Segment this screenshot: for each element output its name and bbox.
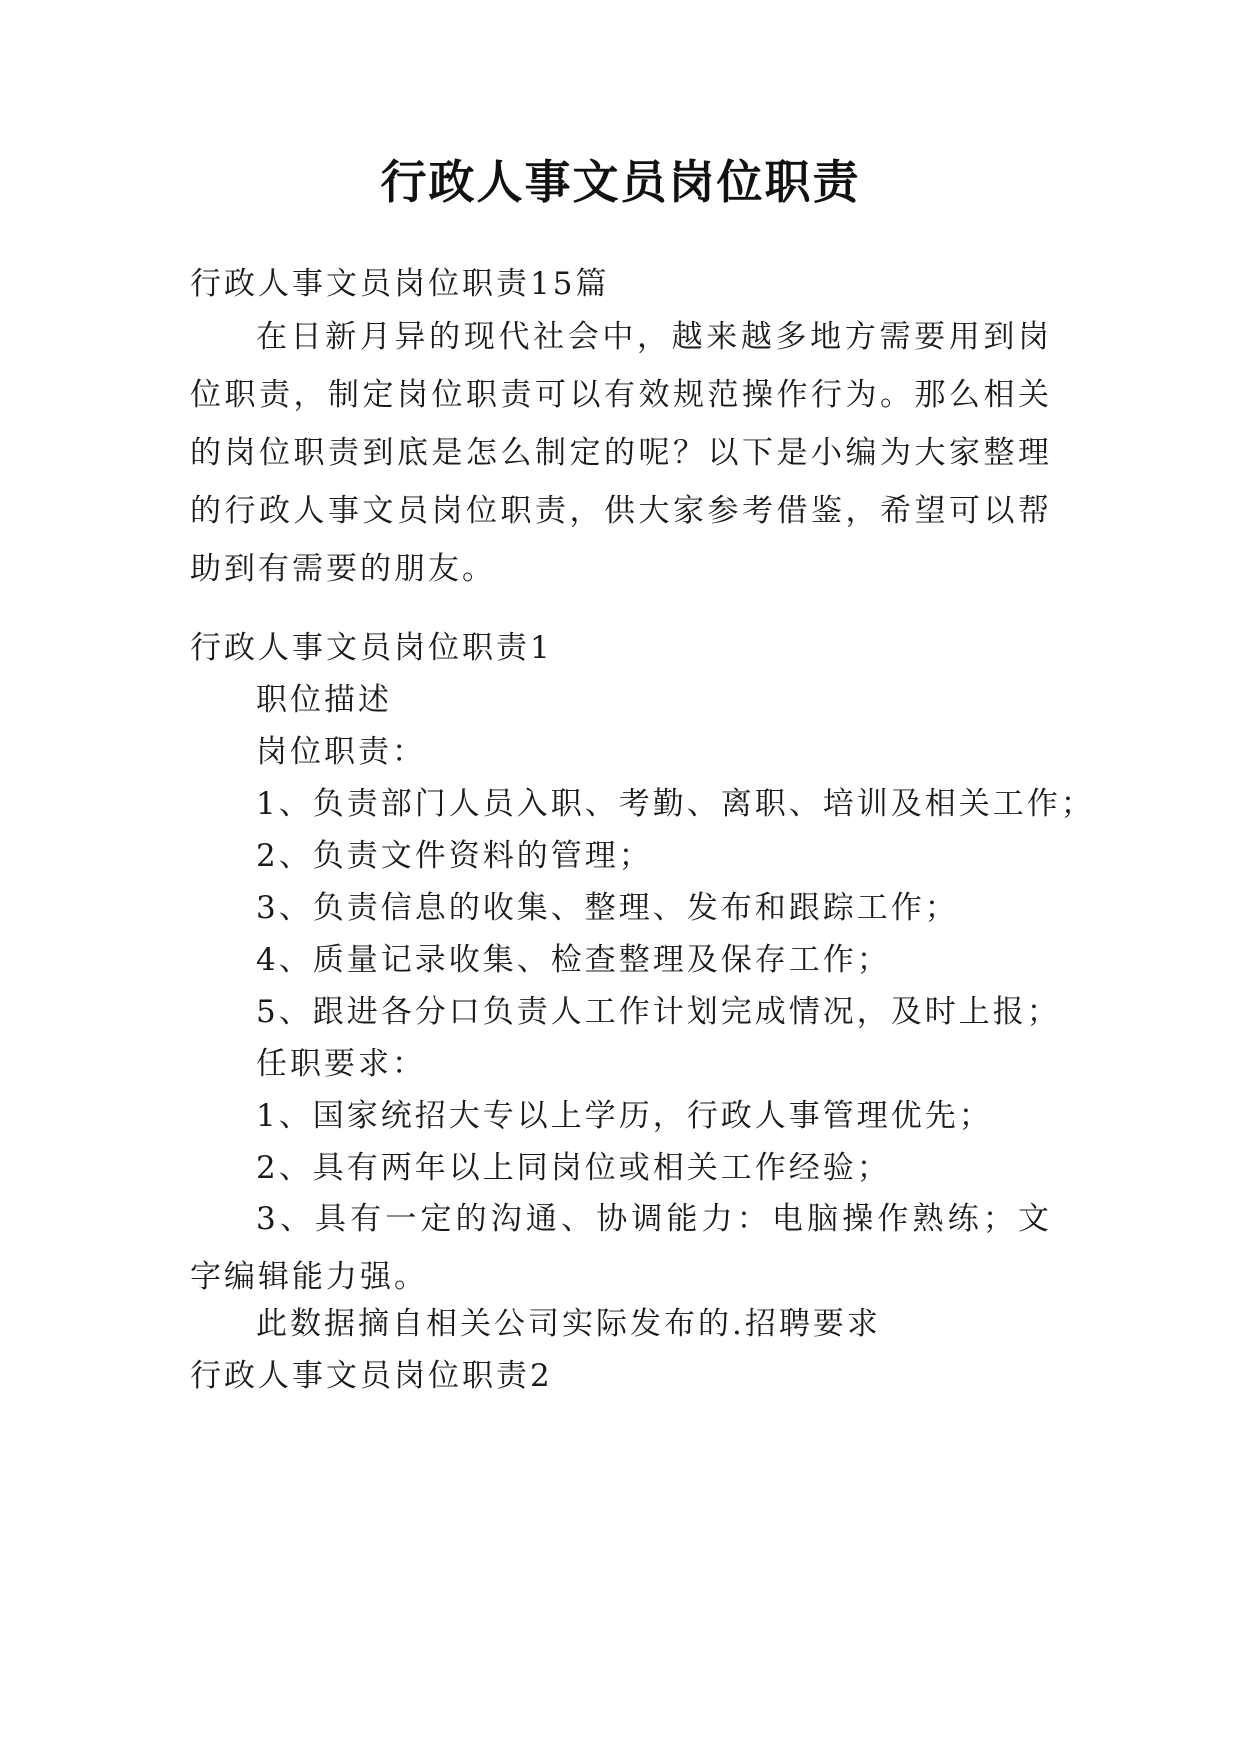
duty-item-3: 3、负责信息的收集、整理、发布和跟踪工作；: [256, 890, 959, 926]
document-subtitle: 行政人事文员岗位职责15篇: [190, 266, 610, 302]
requirement-item-3: 3、具有一定的沟通、协调能力：电脑操作熟练；文字编辑能力强。: [190, 1201, 1052, 1295]
document-title: 行政人事文员岗位职责: [380, 155, 861, 209]
intro-paragraph: 在日新月异的现代社会中，越来越多地方需要用到岗位职责，制定岗位职责可以有效规范操作行为。那么相关的岗位职责到底是怎么制定的呢？以下是小编为大家整理的行政人事文员岗位职责，供大家参考借鉴，希望可以帮助到有需要的朋友。: [190, 319, 1052, 587]
duty-item-4: 4、质量记录收集、检查整理及保存工作；: [256, 942, 891, 978]
section-1-heading: 行政人事文员岗位职责1: [190, 630, 553, 666]
duty-item-2: 2、负责文件资料的管理；: [256, 838, 653, 874]
requirement-item-2: 2、具有两年以上同岗位或相关工作经验；: [256, 1150, 891, 1186]
duty-item-5: 5、跟进各分口负责人工作计划完成情况，及时上报；: [256, 994, 1061, 1030]
duty-item-1: 1、负责部门人员入职、考勤、离职、培训及相关工作；: [256, 786, 1095, 822]
job-description-label: 职位描述: [256, 682, 392, 718]
requirement-item-1: 1、国家统招大专以上学历，行政人事管理优先；: [256, 1098, 993, 1134]
requirements-heading: 任职要求：: [256, 1046, 426, 1082]
source-note: 此数据摘自相关公司实际发布的.招聘要求: [256, 1306, 881, 1342]
section-2-heading: 行政人事文员岗位职责2: [190, 1358, 553, 1394]
duties-heading: 岗位职责：: [256, 734, 426, 770]
